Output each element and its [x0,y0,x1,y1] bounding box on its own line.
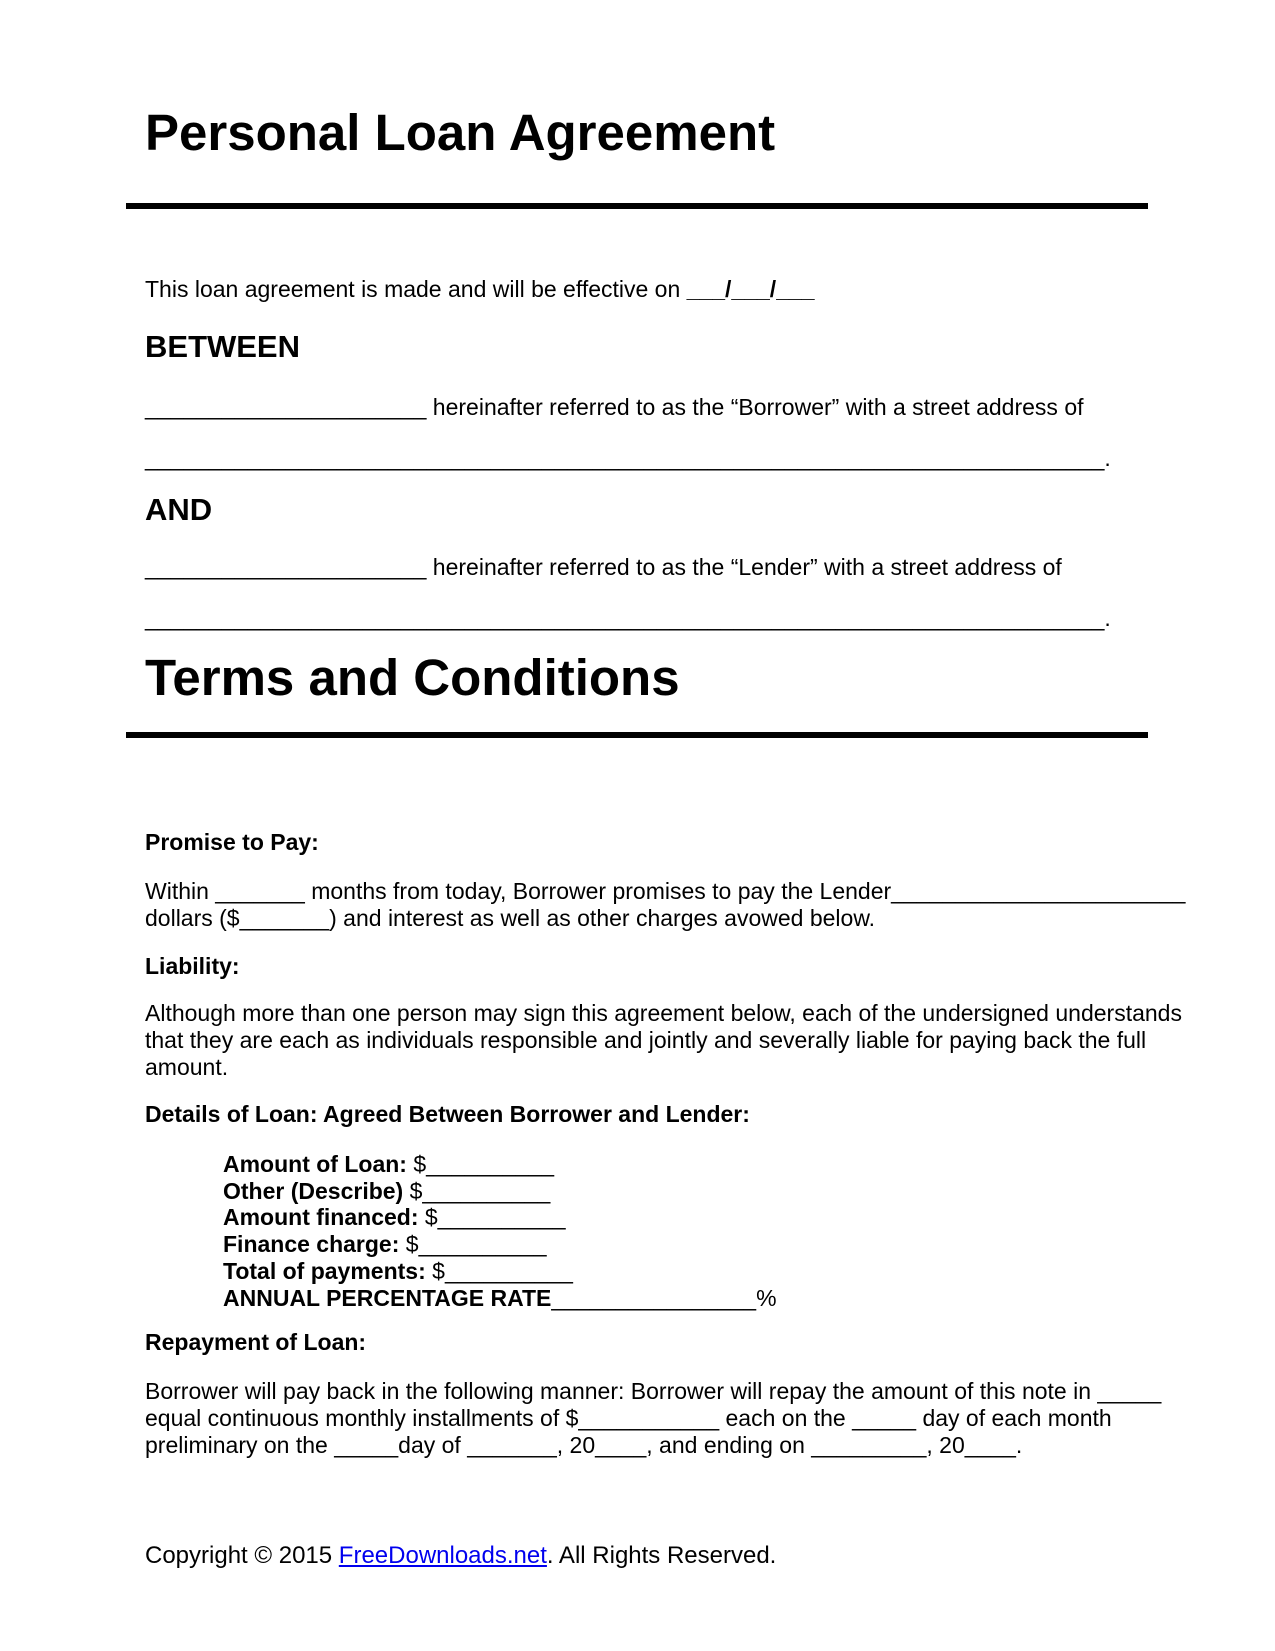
and-heading: AND [145,492,213,527]
borrower-address-blank: ___________________________________________________________________________. [145,445,1111,471]
repayment-heading: Repayment of Loan: [145,1329,367,1355]
detail-label: ANNUAL PERCENTAGE RATE [223,1284,552,1311]
copyright-prefix: Copyright © 2015 [145,1542,339,1569]
promise-heading: Promise to Pay: [145,829,319,855]
lender-clause-text: hereinafter referred to as the “Lender” with a street address of [426,554,1062,580]
footer [145,1542,1145,1570]
liability-heading: Liability: [145,953,240,979]
detail-row-total-of-payments [223,1258,777,1285]
intro-text: This loan agreement is made and will be effective on [145,276,687,302]
repayment-line-2: equal continuous monthly installments of $___________ each on the _____ day of each month [145,1405,1112,1431]
detail-label: Amount financed: [223,1204,419,1231]
repayment-line-3: preliminary on the _____day of _______, 20____, and ending on _________, 20____. [145,1432,1023,1458]
effective-date-blank: ___/___/___ [686,276,815,302]
borrower-name-blank: ______________________ [145,394,427,420]
detail-row-annual-percentage-rate [223,1285,777,1312]
copyright-suffix: . All Rights Reserved. [546,1542,777,1569]
terms-divider-rule [126,732,1148,738]
liability-paragraph [145,1000,1182,1081]
repayment-paragraph [145,1378,1162,1459]
detail-value-blank: $__________ [406,1151,555,1177]
lender-clause-line [145,554,1145,581]
lender-name-blank: ______________________ [145,554,427,580]
liability-line-2: that they are each as individuals responsible and jointly and severally liable for paying back the full [145,1027,1147,1053]
repayment-line-1: Borrower will pay back in the following manner: Borrower will repay the amount of this note in _____ [145,1378,1162,1404]
detail-value-blank: $__________ [418,1204,566,1231]
promise-paragraph [145,878,1186,932]
title-divider-rule [126,203,1148,209]
liability-line-1: Although more than one person may sign this agreement below, each of the undersigned understands [145,1000,1182,1026]
detail-label: Amount of Loan: [223,1151,407,1177]
promise-line-2: dollars ($_______) and interest as well as other charges avowed below. [145,905,876,931]
freedownloads-link[interactable]: FreeDownloads.net [338,1542,547,1569]
terms-title: Terms and Conditions [145,649,680,706]
liability-line-3: amount. [145,1054,229,1080]
detail-label: Other (Describe) [223,1177,404,1204]
borrower-clause-line [145,394,1145,421]
promise-line-1: Within _______ months from today, Borrower promises to pay the Lender_______________________ [145,878,1186,904]
intro-paragraph [145,276,1145,303]
detail-row-amount-financed [223,1204,777,1231]
borrower-clause-text: hereinafter referred to as the “Borrower” with a street address of [426,394,1084,420]
detail-row-other [223,1178,777,1205]
detail-row-amount-of-loan [223,1151,777,1178]
document-title: Personal Loan Agreement [145,104,776,161]
detail-label: Finance charge: [223,1231,400,1258]
detail-label: Total of payments: [223,1257,426,1284]
lender-address-blank: ___________________________________________________________________________. [145,605,1111,631]
loan-details-list [223,1151,777,1311]
details-heading: Details of Loan: Agreed Between Borrower and Lender: [145,1101,750,1127]
detail-row-finance-charge [223,1231,777,1258]
between-heading: BETWEEN [145,329,300,364]
detail-value-blank: ________________% [551,1284,777,1311]
detail-value-blank: $__________ [425,1257,573,1284]
detail-value-blank: $__________ [399,1231,547,1258]
detail-value-blank: $__________ [403,1177,551,1204]
